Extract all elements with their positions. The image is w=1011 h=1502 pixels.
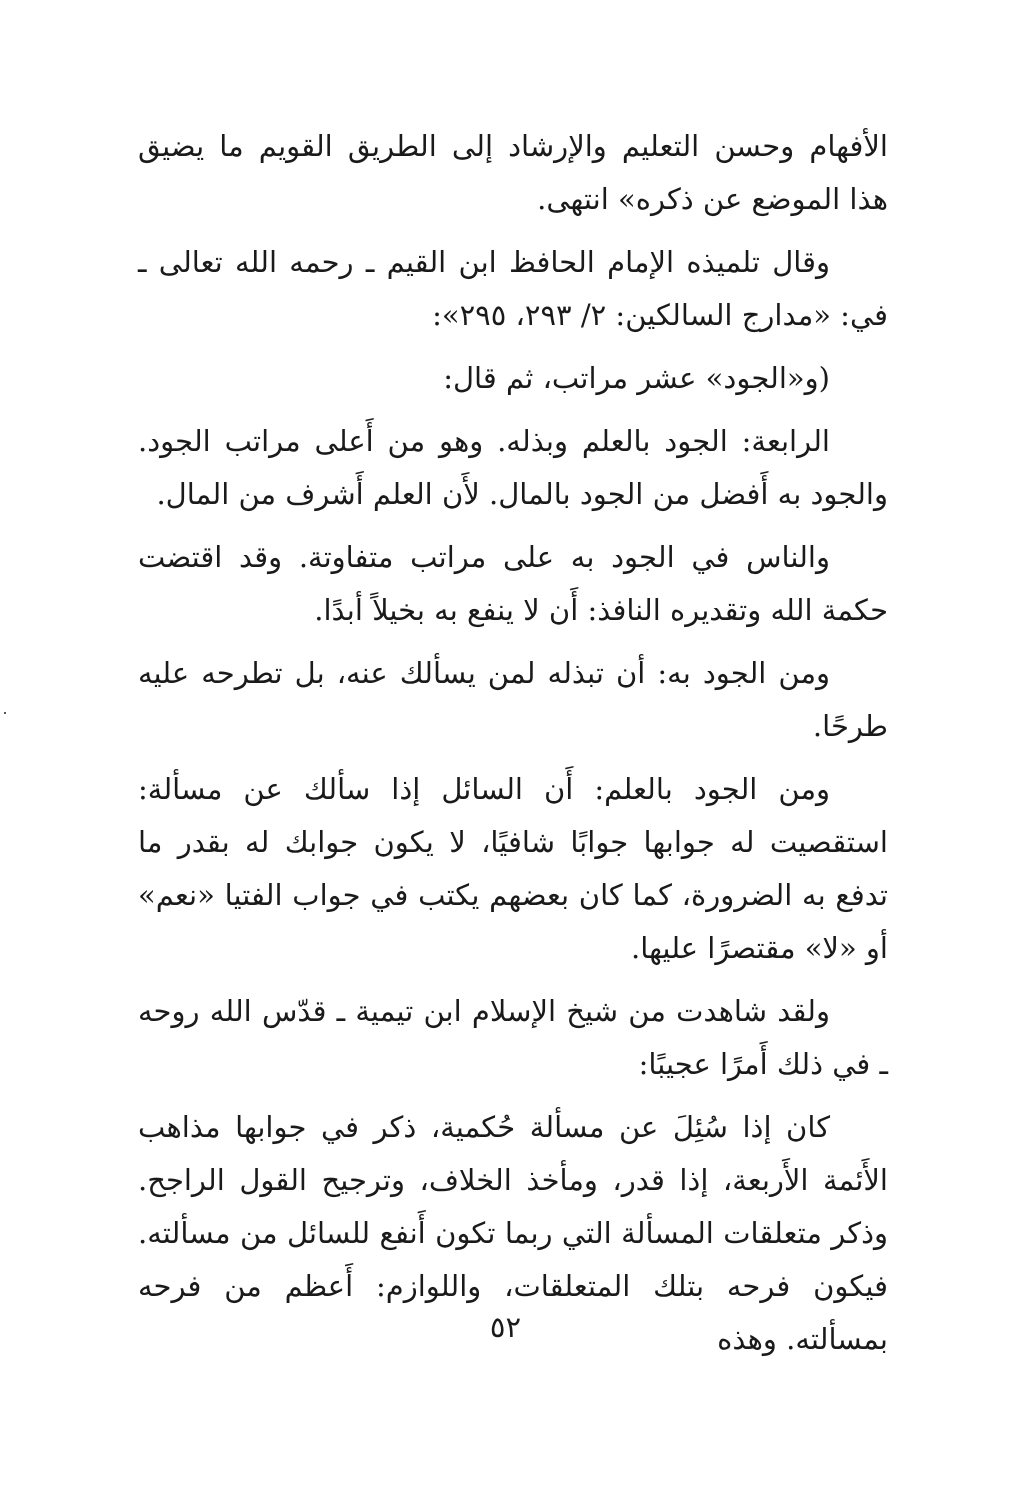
paragraph-4: الرابعة: الجود بالعلم وبذله. وهو من أَعلى مراتب الجود. والجود به أَفضل من الجود بالمال. لأَن العلم أَشرف من المال.: [138, 424, 888, 511]
paragraph-8: ولقد شاهدت من شيخ الإسلام ابن تيمية ـ قدّس الله روحه ـ في ذلك أَمرًا عجيبًا:: [138, 994, 888, 1081]
scan-mark: [4, 712, 6, 714]
page-body: [138, 120, 888, 1376]
page-number: ٥٢: [489, 1310, 522, 1344]
paragraph-1: الأفهام وحسن التعليم والإرشاد إلى الطريق القويم ما يضيق هذا الموضع عن ذكره» انتهى.: [138, 129, 888, 216]
paragraph-2: وقال تلميذه الإمام الحافظ ابن القيم ـ رحمه الله تعالى ـ في: «مدارج السالكين: ٢/ ٢٩٣، ٢٩٥»:: [138, 245, 888, 332]
paragraph-5: والناس في الجود به على مراتب متفاوتة. وقد اقتضت حكمة الله وتقديره النافذ: أَن لا ينفع به بخيلاً أبدًا.: [138, 540, 888, 627]
paragraph-6: ومن الجود به: أن تبذله لمن يسألك عنه، بل تطرحه عليه طرحًا.: [138, 656, 888, 743]
paragraph-3: (و«الجود» عشر مراتب، ثم قال:: [443, 361, 830, 395]
paragraph-9: كان إذا سُئِلَ عن مسألة حُكمية، ذكر في جوابها مذاهب الأَئمة الأَربعة، إذا قدر، ومأخذ الخلاف، وترجيح القول الراجح. وذكر متعلقات المسألة التي ربما تكون أَنفع للسائل من مسألته. فيكون فرحه بتلك المتعلقات، واللوازم: أَعظم من فرحه بمسألته. وهذه: [138, 1110, 888, 1356]
paragraph-7: ومن الجود بالعلم: أَن السائل إذا سألك عن مسألة: استقصيت له جوابها جوابًا شافيًا، لا يكون جوابك له بقدر ما تدفع به الضرورة، كما كان بعضهم يكتب في جواب الفتيا «نعم» أو «لا» مقتصرًا عليها.: [138, 772, 888, 965]
